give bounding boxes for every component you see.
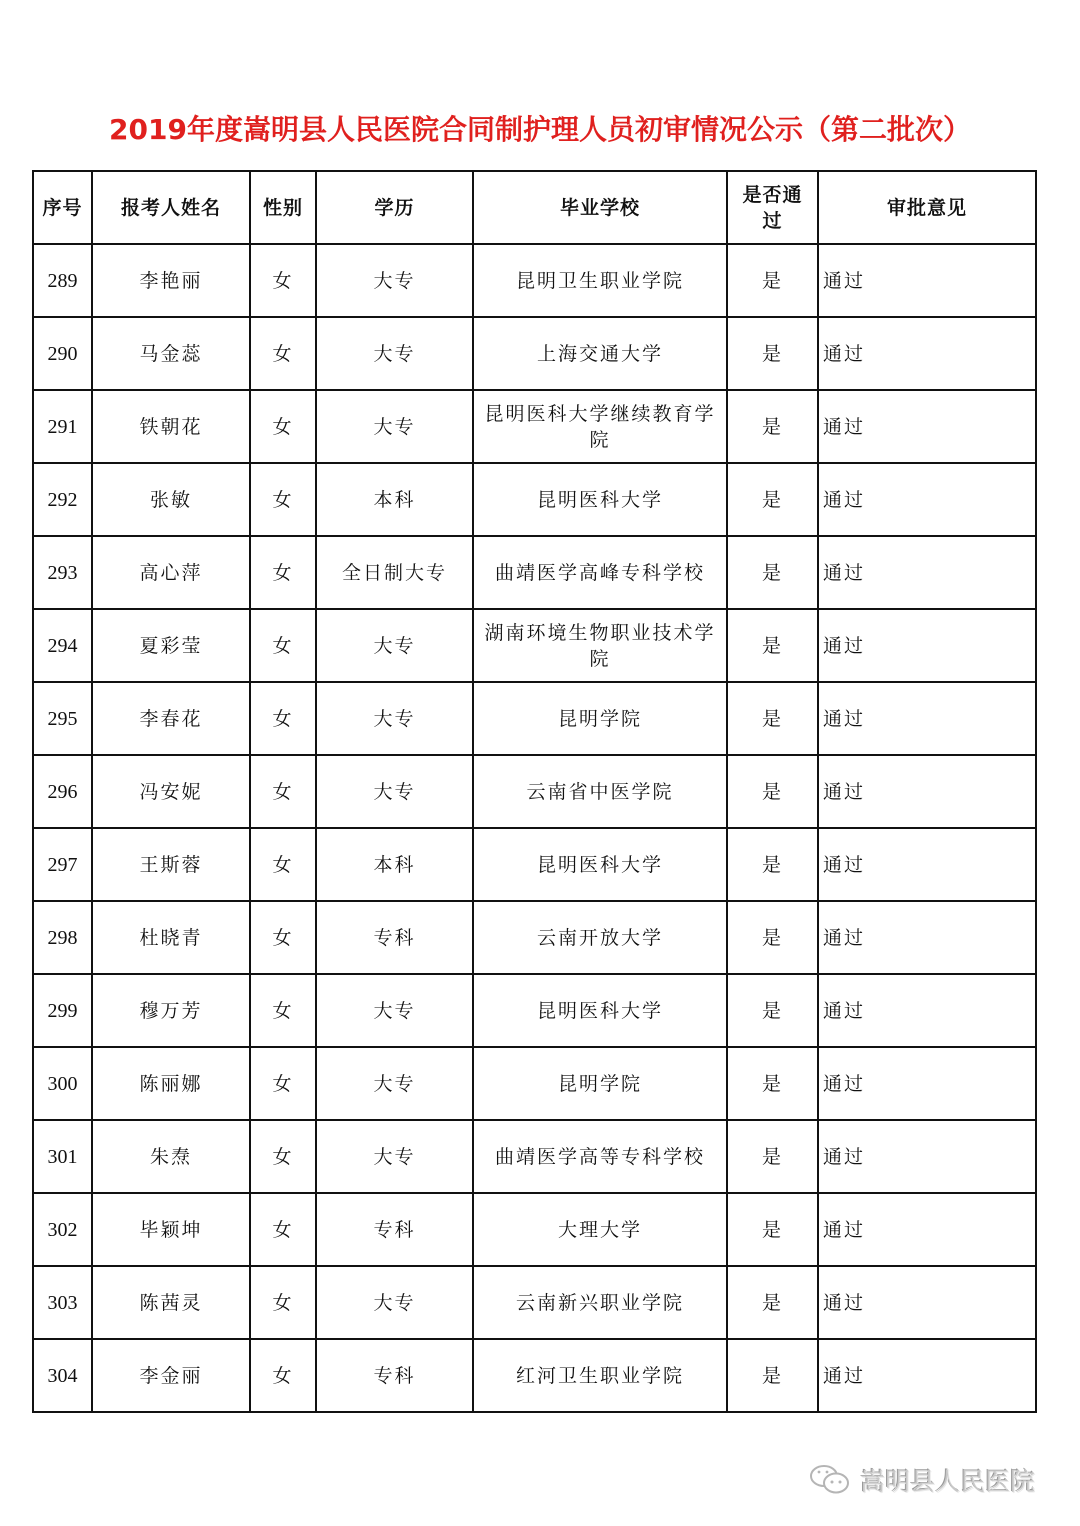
cell-name: 铁朝花 <box>92 390 250 463</box>
cell-school: 昆明医科大学 <box>473 828 727 901</box>
cell-name: 马金蕊 <box>92 317 250 390</box>
cell-gender: 女 <box>250 901 316 974</box>
table-row <box>33 1047 1036 1120</box>
watermark <box>808 1460 1035 1500</box>
cell-education: 全日制大专 <box>316 536 473 609</box>
cell-id: 300 <box>33 1047 92 1120</box>
cell-id: 289 <box>33 244 92 317</box>
cell-opinion: 通过 <box>818 755 1036 828</box>
cell-passed: 是 <box>727 317 818 390</box>
cell-gender: 女 <box>250 1339 316 1412</box>
cell-school: 上海交通大学 <box>473 317 727 390</box>
cell-passed: 是 <box>727 1047 818 1120</box>
cell-gender: 女 <box>250 828 316 901</box>
cell-name: 张敏 <box>92 463 250 536</box>
cell-passed: 是 <box>727 682 818 755</box>
cell-gender: 女 <box>250 244 316 317</box>
cell-gender: 女 <box>250 536 316 609</box>
cell-id: 292 <box>33 463 92 536</box>
cell-gender: 女 <box>250 755 316 828</box>
cell-passed: 是 <box>727 828 818 901</box>
table-row <box>33 609 1036 682</box>
cell-name: 杜晓青 <box>92 901 250 974</box>
header-opinion: 审批意见 <box>818 171 1036 244</box>
cell-opinion: 通过 <box>818 609 1036 682</box>
cell-opinion: 通过 <box>818 463 1036 536</box>
cell-name: 陈丽娜 <box>92 1047 250 1120</box>
cell-passed: 是 <box>727 390 818 463</box>
cell-id: 303 <box>33 1266 92 1339</box>
cell-passed: 是 <box>727 244 818 317</box>
cell-education: 专科 <box>316 901 473 974</box>
cell-school: 云南开放大学 <box>473 901 727 974</box>
cell-name: 李春花 <box>92 682 250 755</box>
cell-education: 大专 <box>316 682 473 755</box>
cell-name: 冯安妮 <box>92 755 250 828</box>
cell-id: 290 <box>33 317 92 390</box>
table-row <box>33 317 1036 390</box>
cell-name: 高心萍 <box>92 536 250 609</box>
cell-opinion: 通过 <box>818 1120 1036 1193</box>
cell-school: 曲靖医学高等专科学校 <box>473 1120 727 1193</box>
cell-opinion: 通过 <box>818 828 1036 901</box>
cell-gender: 女 <box>250 1120 316 1193</box>
cell-gender: 女 <box>250 1193 316 1266</box>
table-row <box>33 755 1036 828</box>
cell-passed: 是 <box>727 1266 818 1339</box>
cell-gender: 女 <box>250 1047 316 1120</box>
table-row <box>33 682 1036 755</box>
cell-gender: 女 <box>250 390 316 463</box>
cell-gender: 女 <box>250 1266 316 1339</box>
table-row <box>33 390 1036 463</box>
cell-gender: 女 <box>250 317 316 390</box>
cell-school: 昆明学院 <box>473 682 727 755</box>
cell-opinion: 通过 <box>818 244 1036 317</box>
cell-opinion: 通过 <box>818 901 1036 974</box>
cell-id: 293 <box>33 536 92 609</box>
cell-school: 云南新兴职业学院 <box>473 1266 727 1339</box>
cell-education: 大专 <box>316 244 473 317</box>
cell-opinion: 通过 <box>818 317 1036 390</box>
table-row <box>33 828 1036 901</box>
cell-education: 大专 <box>316 755 473 828</box>
cell-id: 296 <box>33 755 92 828</box>
cell-gender: 女 <box>250 974 316 1047</box>
cell-passed: 是 <box>727 609 818 682</box>
table-row <box>33 901 1036 974</box>
header-name: 报考人姓名 <box>92 171 250 244</box>
cell-school: 红河卫生职业学院 <box>473 1339 727 1412</box>
applicant-table <box>32 170 1037 1413</box>
cell-opinion: 通过 <box>818 1047 1036 1120</box>
cell-education: 大专 <box>316 1120 473 1193</box>
header-id: 序号 <box>33 171 92 244</box>
cell-name: 陈茜灵 <box>92 1266 250 1339</box>
cell-name: 夏彩莹 <box>92 609 250 682</box>
cell-education: 专科 <box>316 1193 473 1266</box>
cell-name: 朱焘 <box>92 1120 250 1193</box>
document-title: 2019年度嵩明县人民医院合同制护理人员初审情况公示（第二批次） <box>109 113 971 146</box>
header-passed: 是否通过 <box>727 171 818 244</box>
cell-passed: 是 <box>727 755 818 828</box>
cell-education: 大专 <box>316 390 473 463</box>
cell-school: 昆明学院 <box>473 1047 727 1120</box>
cell-gender: 女 <box>250 463 316 536</box>
cell-passed: 是 <box>727 1193 818 1266</box>
cell-passed: 是 <box>727 901 818 974</box>
cell-education: 本科 <box>316 463 473 536</box>
cell-education: 专科 <box>316 1339 473 1412</box>
cell-opinion: 通过 <box>818 1339 1036 1412</box>
header-gender: 性别 <box>250 171 316 244</box>
table-header-row <box>33 171 1036 244</box>
cell-education: 大专 <box>316 1047 473 1120</box>
cell-opinion: 通过 <box>818 1193 1036 1266</box>
table-row <box>33 974 1036 1047</box>
cell-school: 昆明医科大学 <box>473 463 727 536</box>
cell-education: 大专 <box>316 1266 473 1339</box>
table-row <box>33 1266 1036 1339</box>
cell-education: 大专 <box>316 317 473 390</box>
table-row <box>33 463 1036 536</box>
cell-education: 大专 <box>316 609 473 682</box>
header-education: 学历 <box>316 171 473 244</box>
cell-id: 304 <box>33 1339 92 1412</box>
cell-gender: 女 <box>250 682 316 755</box>
table-row <box>33 1193 1036 1266</box>
cell-passed: 是 <box>727 974 818 1047</box>
cell-id: 301 <box>33 1120 92 1193</box>
cell-id: 298 <box>33 901 92 974</box>
cell-id: 291 <box>33 390 92 463</box>
cell-opinion: 通过 <box>818 536 1036 609</box>
table-row <box>33 1120 1036 1193</box>
cell-id: 297 <box>33 828 92 901</box>
header-school: 毕业学校 <box>473 171 727 244</box>
cell-school: 湖南环境生物职业技术学院 <box>473 609 727 682</box>
cell-id: 302 <box>33 1193 92 1266</box>
cell-name: 李金丽 <box>92 1339 250 1412</box>
cell-school: 大理大学 <box>473 1193 727 1266</box>
cell-school: 昆明医科大学继续教育学院 <box>473 390 727 463</box>
cell-education: 本科 <box>316 828 473 901</box>
cell-name: 王斯蓉 <box>92 828 250 901</box>
cell-id: 299 <box>33 974 92 1047</box>
table-row <box>33 536 1036 609</box>
cell-school: 曲靖医学高峰专科学校 <box>473 536 727 609</box>
table-row <box>33 244 1036 317</box>
cell-opinion: 通过 <box>818 1266 1036 1339</box>
cell-passed: 是 <box>727 1339 818 1412</box>
cell-name: 穆万芳 <box>92 974 250 1047</box>
cell-school: 昆明卫生职业学院 <box>473 244 727 317</box>
cell-school: 云南省中医学院 <box>473 755 727 828</box>
cell-id: 295 <box>33 682 92 755</box>
cell-education: 大专 <box>316 974 473 1047</box>
cell-gender: 女 <box>250 609 316 682</box>
cell-opinion: 通过 <box>818 682 1036 755</box>
wechat-icon <box>808 1463 852 1497</box>
cell-opinion: 通过 <box>818 974 1036 1047</box>
cell-school: 昆明医科大学 <box>473 974 727 1047</box>
cell-name: 毕颖坤 <box>92 1193 250 1266</box>
cell-passed: 是 <box>727 463 818 536</box>
cell-id: 294 <box>33 609 92 682</box>
cell-opinion: 通过 <box>818 390 1036 463</box>
cell-passed: 是 <box>727 1120 818 1193</box>
table-row <box>33 1339 1036 1412</box>
cell-passed: 是 <box>727 536 818 609</box>
watermark-text: 嵩明县人民医院 <box>860 1467 1036 1496</box>
cell-name: 李艳丽 <box>92 244 250 317</box>
